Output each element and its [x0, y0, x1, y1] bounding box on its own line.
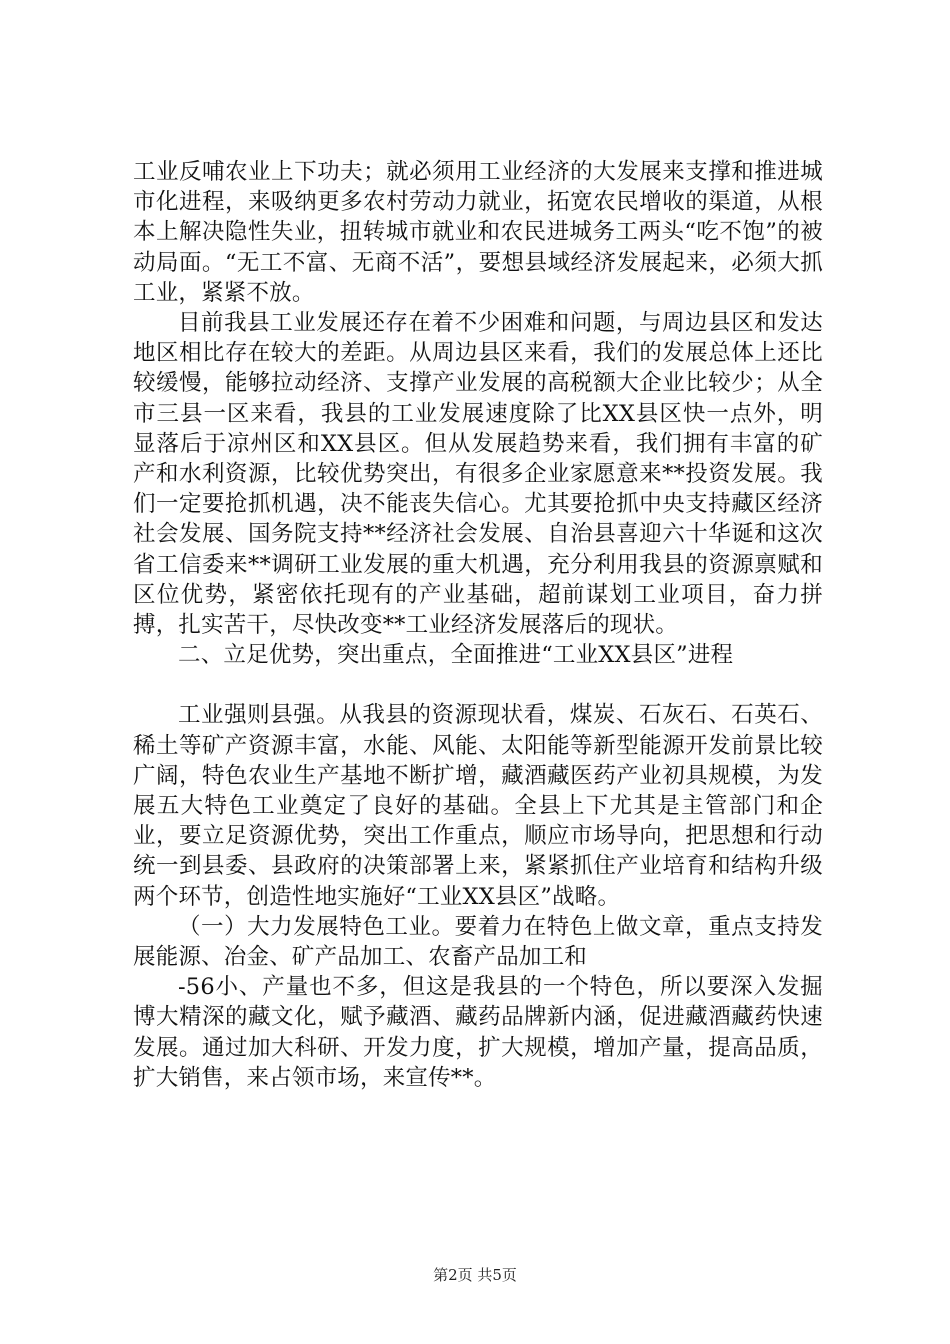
body-paragraph: 目前我县工业发展还存在着不少困难和问题，与周边县区和发达地区相比存在较大的差距。从周边县区来看，我们的发展总体上还比较缓慢，能够拉动经济、支撑产业发展的高税额大企业比较少；从全市三县一区来看，我县的工业发展速度除了比XX县区快一点外，明显落后于凉州区和XX县区。但从发展趋势来看，我们拥有丰富的矿产和水利资源，比较优势突出，有很多企业家愿意来**投资发展。我们一定要抢抓机遇，决不能丧失信心。尤其要抢抓中央支持藏区经济社会发展、国务院支持**经济社会发展、自治县喜迎六十华诞和这次省工信委来**调研工业发展的重大机遇，充分利用我县的资源禀赋和区位优势，紧密依托现有的产业基础，超前谋划工业项目，奋力拼搏，扎实苦干，尽快改变**工业经济发展落后的现状。	[133, 310, 823, 639]
blank-line	[133, 670, 823, 700]
section-heading: 二、立足优势，突出重点，全面推进“工业XX县区”进程	[178, 642, 734, 669]
page-number-footer: 第2页 共5页	[433, 1266, 517, 1284]
body-paragraph: 工业反哺农业上下功夫；就必须用工业经济的大发展来支撑和推进城市化进程，来吸纳更多农村劳动力就业，拓宽农民增收的渠道，从根本上解决隐性失业，扭转城市就业和农民进城务工两头“吃不饱”的被动局面。“无工不富、无商不活”，要想县域经济发展起来，必须大抓工业，紧紧不放。	[133, 159, 823, 306]
body-paragraph: 工业强则县强。从我县的资源现状看，煤炭、石灰石、石英石、稀土等矿产资源丰富，水能、风能、太阳能等新型能源开发前景比较广阔，特色农业生产基地不断扩增，藏酒藏医药产业初具规模，为发展五大特色工业奠定了良好的基础。全县上下尤其是主管部门和企业，要立足资源优势，突出工作重点，顺应市场导向，把思想和行动统一到县委、县政府的决策部署上来，紧紧抓住产业培育和结构升级两个环节，创造性地实施好“工业XX县区”战略。	[133, 702, 823, 910]
subsection-paragraph: （一）大力发展特色工业。要着力在特色上做文章，重点支持发展能源、冶金、矿产品加工、农畜产品加工和	[133, 913, 823, 971]
body-paragraph: -56小、产量也不多，但这是我县的一个特色，所以要深入发掘博大精深的藏文化，赋予藏酒、藏药品牌新内涵，促进藏酒藏药快速发展。通过加大科研、开发力度，扩大规模，增加产量，提高品质，扩大销售，来占领市场，来宣传**。	[133, 974, 823, 1091]
document-body	[133, 157, 823, 1093]
